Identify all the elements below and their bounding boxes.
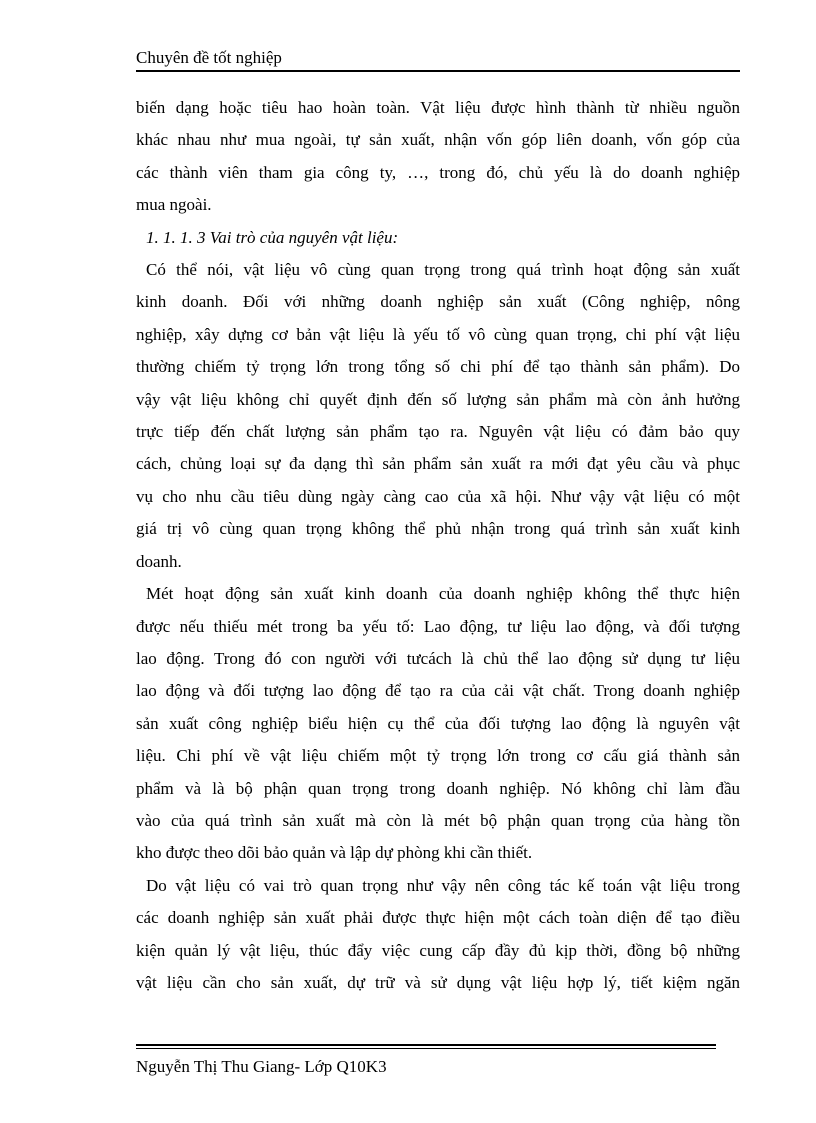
body-line: giá trị vô cùng quan trọng không thể phủ nhận trong quá trình sản xuất kinh — [136, 519, 740, 539]
body-line: kiện quản lý vật liệu, thúc đẩy việc cung cấp đầy đủ kịp thời, đồng bộ những — [136, 940, 740, 960]
body-line: vậy vật liệu không chỉ quyết định đến số lượng sản phẩm mà còn ảnh hưởng — [136, 389, 740, 409]
body-line: các thành viên tham gia công ty, …, trong đó, chủ yếu là do doanh nghiệp — [136, 162, 740, 182]
body-line: Do vật liệu có vai trò quan trọng như vậy nên công tác kế toán vật liệu trong — [146, 875, 740, 895]
body-line: được nếu thiếu mét trong ba yếu tố: Lao động, tư liệu lao động, và đối tượng — [136, 616, 740, 636]
body-line: vật liệu cần cho sản xuất, dự trữ và sử dụng vật liệu hợp lý, tiết kiệm ngăn — [136, 972, 740, 992]
header-title: Chuyên đề tốt nghiệp — [136, 48, 282, 67]
footer-rule-thin — [136, 1048, 716, 1049]
page-header — [136, 48, 740, 72]
body-line: kinh doanh. Đối với những doanh nghiệp sản xuất (Công nghiệp, nông — [136, 292, 740, 312]
body-line: nghiệp, xây dựng cơ bản vật liệu là yếu tố vô cùng quan trọng, chi phí vật liệu — [136, 324, 740, 344]
section-heading: 1. 1. 1. 3 Vai trò của nguyên vật liệu: — [146, 227, 399, 247]
body-line: các doanh nghiệp sản xuất phải được thực hiện một cách toàn diện để tạo điều — [136, 908, 740, 928]
header-rule — [136, 70, 740, 72]
body-line: liệu. Chi phí về vật liệu chiếm một tỷ trọng lớn trong cơ cấu giá thành sản — [136, 746, 740, 766]
footer-rule — [136, 1044, 716, 1046]
body-line: vào của quá trình sản xuất mà còn là mét bộ phận quan trọng của hàng tồn — [136, 810, 740, 830]
footer-author: Nguyễn Thị Thu Giang- Lớp Q10K3 — [136, 1057, 387, 1076]
body-line: lao động và đối tượng lao động để tạo ra của cải vật chất. Trong doanh nghiệp — [136, 681, 740, 701]
page-footer — [136, 1044, 716, 1077]
body-line: kho được theo dõi bảo quản và lập dự phòng khi cần thiết. — [136, 843, 533, 863]
document-body — [136, 92, 740, 999]
body-line: khác nhau như mua ngoài, tự sản xuất, nhận vốn góp liên doanh, vốn góp của — [136, 130, 740, 150]
body-line: sản xuất công nghiệp biểu hiện cụ thể của đối tượng lao động là nguyên vật — [136, 713, 740, 733]
body-line: mua ngoài. — [136, 195, 212, 215]
body-line: phẩm và là bộ phận quan trọng trong doanh nghiệp. Nó không chỉ làm đầu — [136, 778, 740, 798]
body-line: cách, chủng loại sự đa dạng thì sản phẩm sản xuất ra mới đạt yêu cầu và phục — [136, 454, 740, 474]
body-line: lao động. Trong đó con người với tưcách là chủ thể lao động sử dụng tư liệu — [136, 648, 740, 668]
body-line: doanh. — [136, 551, 182, 571]
body-line: Mét hoạt động sản xuất kinh doanh của doanh nghiệp không thể thực hiện — [146, 584, 740, 604]
body-line: trực tiếp đến chất lượng sản phẩm tạo ra. Nguyên vật liệu có đảm bảo quy — [136, 422, 740, 442]
body-line: thường chiếm tỷ trọng lớn trong tổng số chi phí để tạo thành sản phẩm). Do — [136, 357, 740, 377]
body-line: biến dạng hoặc tiêu hao hoàn toàn. Vật liệu được hình thành từ nhiều nguồn — [136, 98, 740, 117]
body-line: Có thể nói, vật liệu vô cùng quan trọng trong quá trình hoạt động sản xuất — [146, 260, 740, 280]
body-line: vụ cho nhu cầu tiêu dùng ngày càng cao của xã hội. Như vậy vật liệu có một — [136, 486, 740, 506]
